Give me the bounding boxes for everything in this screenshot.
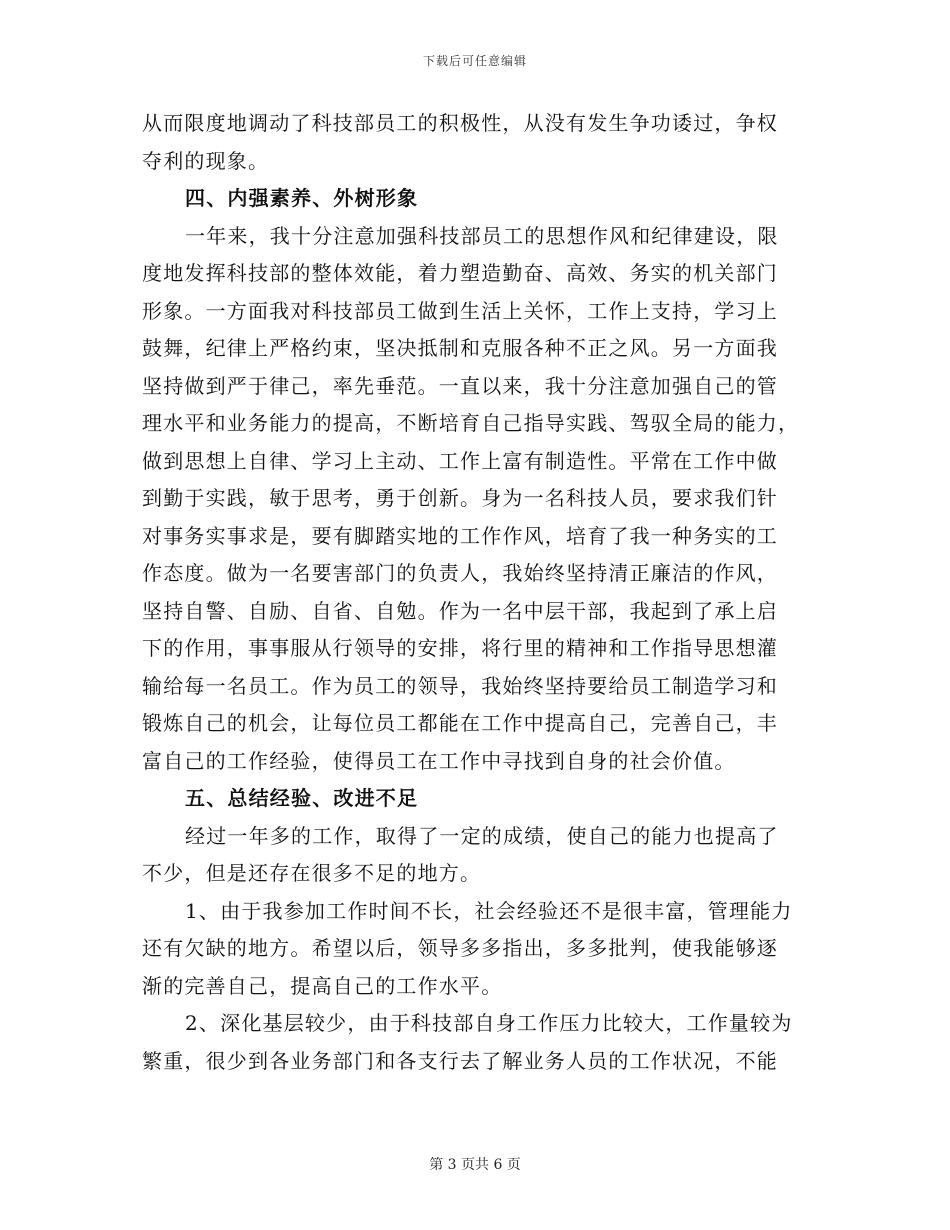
text-line: 鼓舞，纪律上严格约束，坚决抵制和克服各种不正之风。另一方面我: [142, 336, 778, 360]
text-line: 到勤于实践，敏于思考，勇于创新。身为一名科技人员，要求我们针: [142, 486, 778, 510]
text-line: 2、深化基层较少，由于科技部自身工作压力比较大，工作量较为: [185, 1011, 793, 1035]
text-line: 从而限度地调动了科技部员工的积极性，从没有发生争功诿过，争权: [142, 111, 778, 135]
text-line: 下的作用，事事服从行领导的安排，将行里的精神和工作指导思想灌: [142, 636, 778, 660]
section-heading: 五、总结经验、改进不足: [185, 786, 419, 810]
text-line: 富自己的工作经验，使得员工在工作中寻找到自身的社会价值。: [142, 748, 736, 773]
text-line: 坚持自警、自励、自省、自勉。作为一名中层干部，我起到了承上启: [142, 598, 778, 623]
page-header: 下载后可任意编辑: [422, 54, 527, 68]
text-line: 1、由于我参加工作时间不长，社会经验还不是很丰富，管理能力: [185, 898, 793, 923]
text-line: 渐的完善自己，提高自己的工作水平。: [142, 973, 503, 998]
text-line: 经过一年多的工作，取得了一定的成绩，使自己的能力也提高了: [185, 823, 779, 848]
text-line: 形象。一方面我对科技部员工做到生活上关怀，工作上支持，学习上: [142, 298, 778, 323]
text-line: 做到思想上自律、学习上主动、工作上富有制造性。平常在工作中做: [142, 448, 778, 473]
text-line: 度地发挥科技部的整体效能，着力塑造勤奋、高效、务实的机关部门: [142, 261, 778, 285]
text-line: 作态度。做为一名要害部门的负责人，我始终坚持清正廉洁的作风，: [142, 561, 778, 585]
text-line: 对事务实事求是，要有脚踏实地的工作作风，培育了我一种务实的工: [142, 523, 778, 548]
text-line: 一年来，我十分注意加强科技部员工的思想作风和纪律建设，限: [185, 223, 779, 248]
text-line: 夺利的现象。: [142, 148, 270, 173]
text-line: 坚持做到严于律己，率先垂范。一直以来，我十分注意加强自己的管: [142, 373, 778, 398]
text-line: 繁重，很少到各业务部门和各支行去了解业务人员的工作状况，不能: [142, 1048, 778, 1073]
page-footer: 第 3 页共 6 页: [429, 1157, 521, 1173]
text-line: 理水平和业务能力的提高，不断培育自己指导实践、驾驭全局的能力，: [142, 411, 800, 435]
text-line: 还有欠缺的地方。希望以后，领导多多指出，多多批判，使我能够逐: [142, 936, 778, 960]
text-line: 输给每一名员工。作为员工的领导，我始终坚持要给员工制造学习和: [142, 673, 778, 698]
text-line: 锻炼自己的机会，让每位员工都能在工作中提高自己，完善自己，丰: [142, 711, 778, 735]
document-body: [142, 105, 808, 1080]
section-heading: 四、内强素养、外树形象: [185, 186, 419, 210]
text-line: 不少，但是还存在很多不足的地方。: [142, 861, 482, 885]
